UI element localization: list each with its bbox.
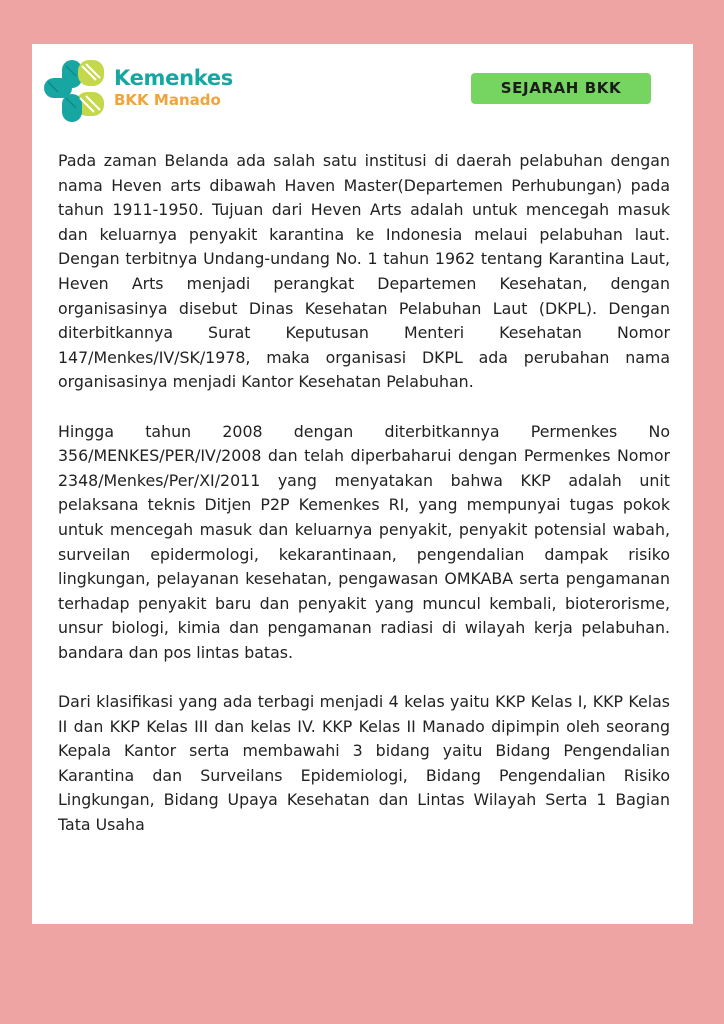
- paragraph-2: Hingga tahun 2008 dengan diterbitkannya Permenkes No 356/MENKES/PER/IV/2008 dan telah diperbaharui dengan Permenkes Nomor 2348/Menkes/Per/XI/2011 yang menyatakan bahwa KKP adalah unit pelaksana teknis Ditjen P2P Kemenkes RI, yang mempunyai tugas pokok untuk mencegah masuk dan keluarnya penyakit, penyakit potensial wabah, surveilan epidermologi, kekarantinaan, pengendalian dampak risiko lingkungan, pelayanan kesehatan, pengawasan OMKABA serta pengamanan terhadap penyakit baru dan penyakit yang muncul kembali, bioterorisme, unsur biologi, kimia dan pengamanan radiasi di wilayah kerja pelabuhan. bandara dan pos lintas batas.: [58, 421, 670, 662]
- logo-title: Kemenkes: [114, 66, 233, 90]
- kemenkes-logo-icon: [42, 58, 108, 124]
- paragraph-3: Dari klasifikasi yang ada terbagi menjadi 4 kelas yaitu KKP Kelas I, KKP Kelas II dan KKP Kelas III dan kelas IV. KKP Kelas II Manado dipimpin oleh seorang Kepala Kantor serta membawahi 3 bidang yaitu Bidang Pengendalian Karantina dan Surveilans Epidemiologi, Bidang Pengendalian Risiko Lingkungan, Bidang Upaya Kesehatan dan Lintas Wilayah Serta 1 Bagian Tata Usaha: [58, 692, 670, 835]
- section-badge: SEJARAH BKK: [471, 73, 651, 104]
- logo-subtitle: BKK Manado: [114, 91, 221, 109]
- kemenkes-logo: [42, 58, 232, 124]
- history-text: [58, 149, 670, 862]
- paragraph-1: Pada zaman Belanda ada salah satu institusi di daerah pelabuhan dengan nama Heven arts dibawah Haven Master(Departemen Perhubungan) pada tahun 1911-1950. Tujuan dari Heven Arts adalah untuk mencegah masuk dan keluarnya penyakit karantina ke Indonesia melaui pelabuhan laut. Dengan terbitnya Undang-undang No. 1 tahun 1962 tentang Karantina Laut, Heven Arts menjadi perangkat Departemen Kesehatan, dengan organisasinya disebut Dinas Kesehatan Pelabuhan Laut (DKPL). Dengan diterbitkannya Surat Keputusan Menteri Kesehatan Nomor 147/Menkes/IV/SK/1978, maka organisasi DKPL ada perubahan nama organisasinya menjadi Kantor Kesehatan Pelabuhan.: [58, 151, 670, 392]
